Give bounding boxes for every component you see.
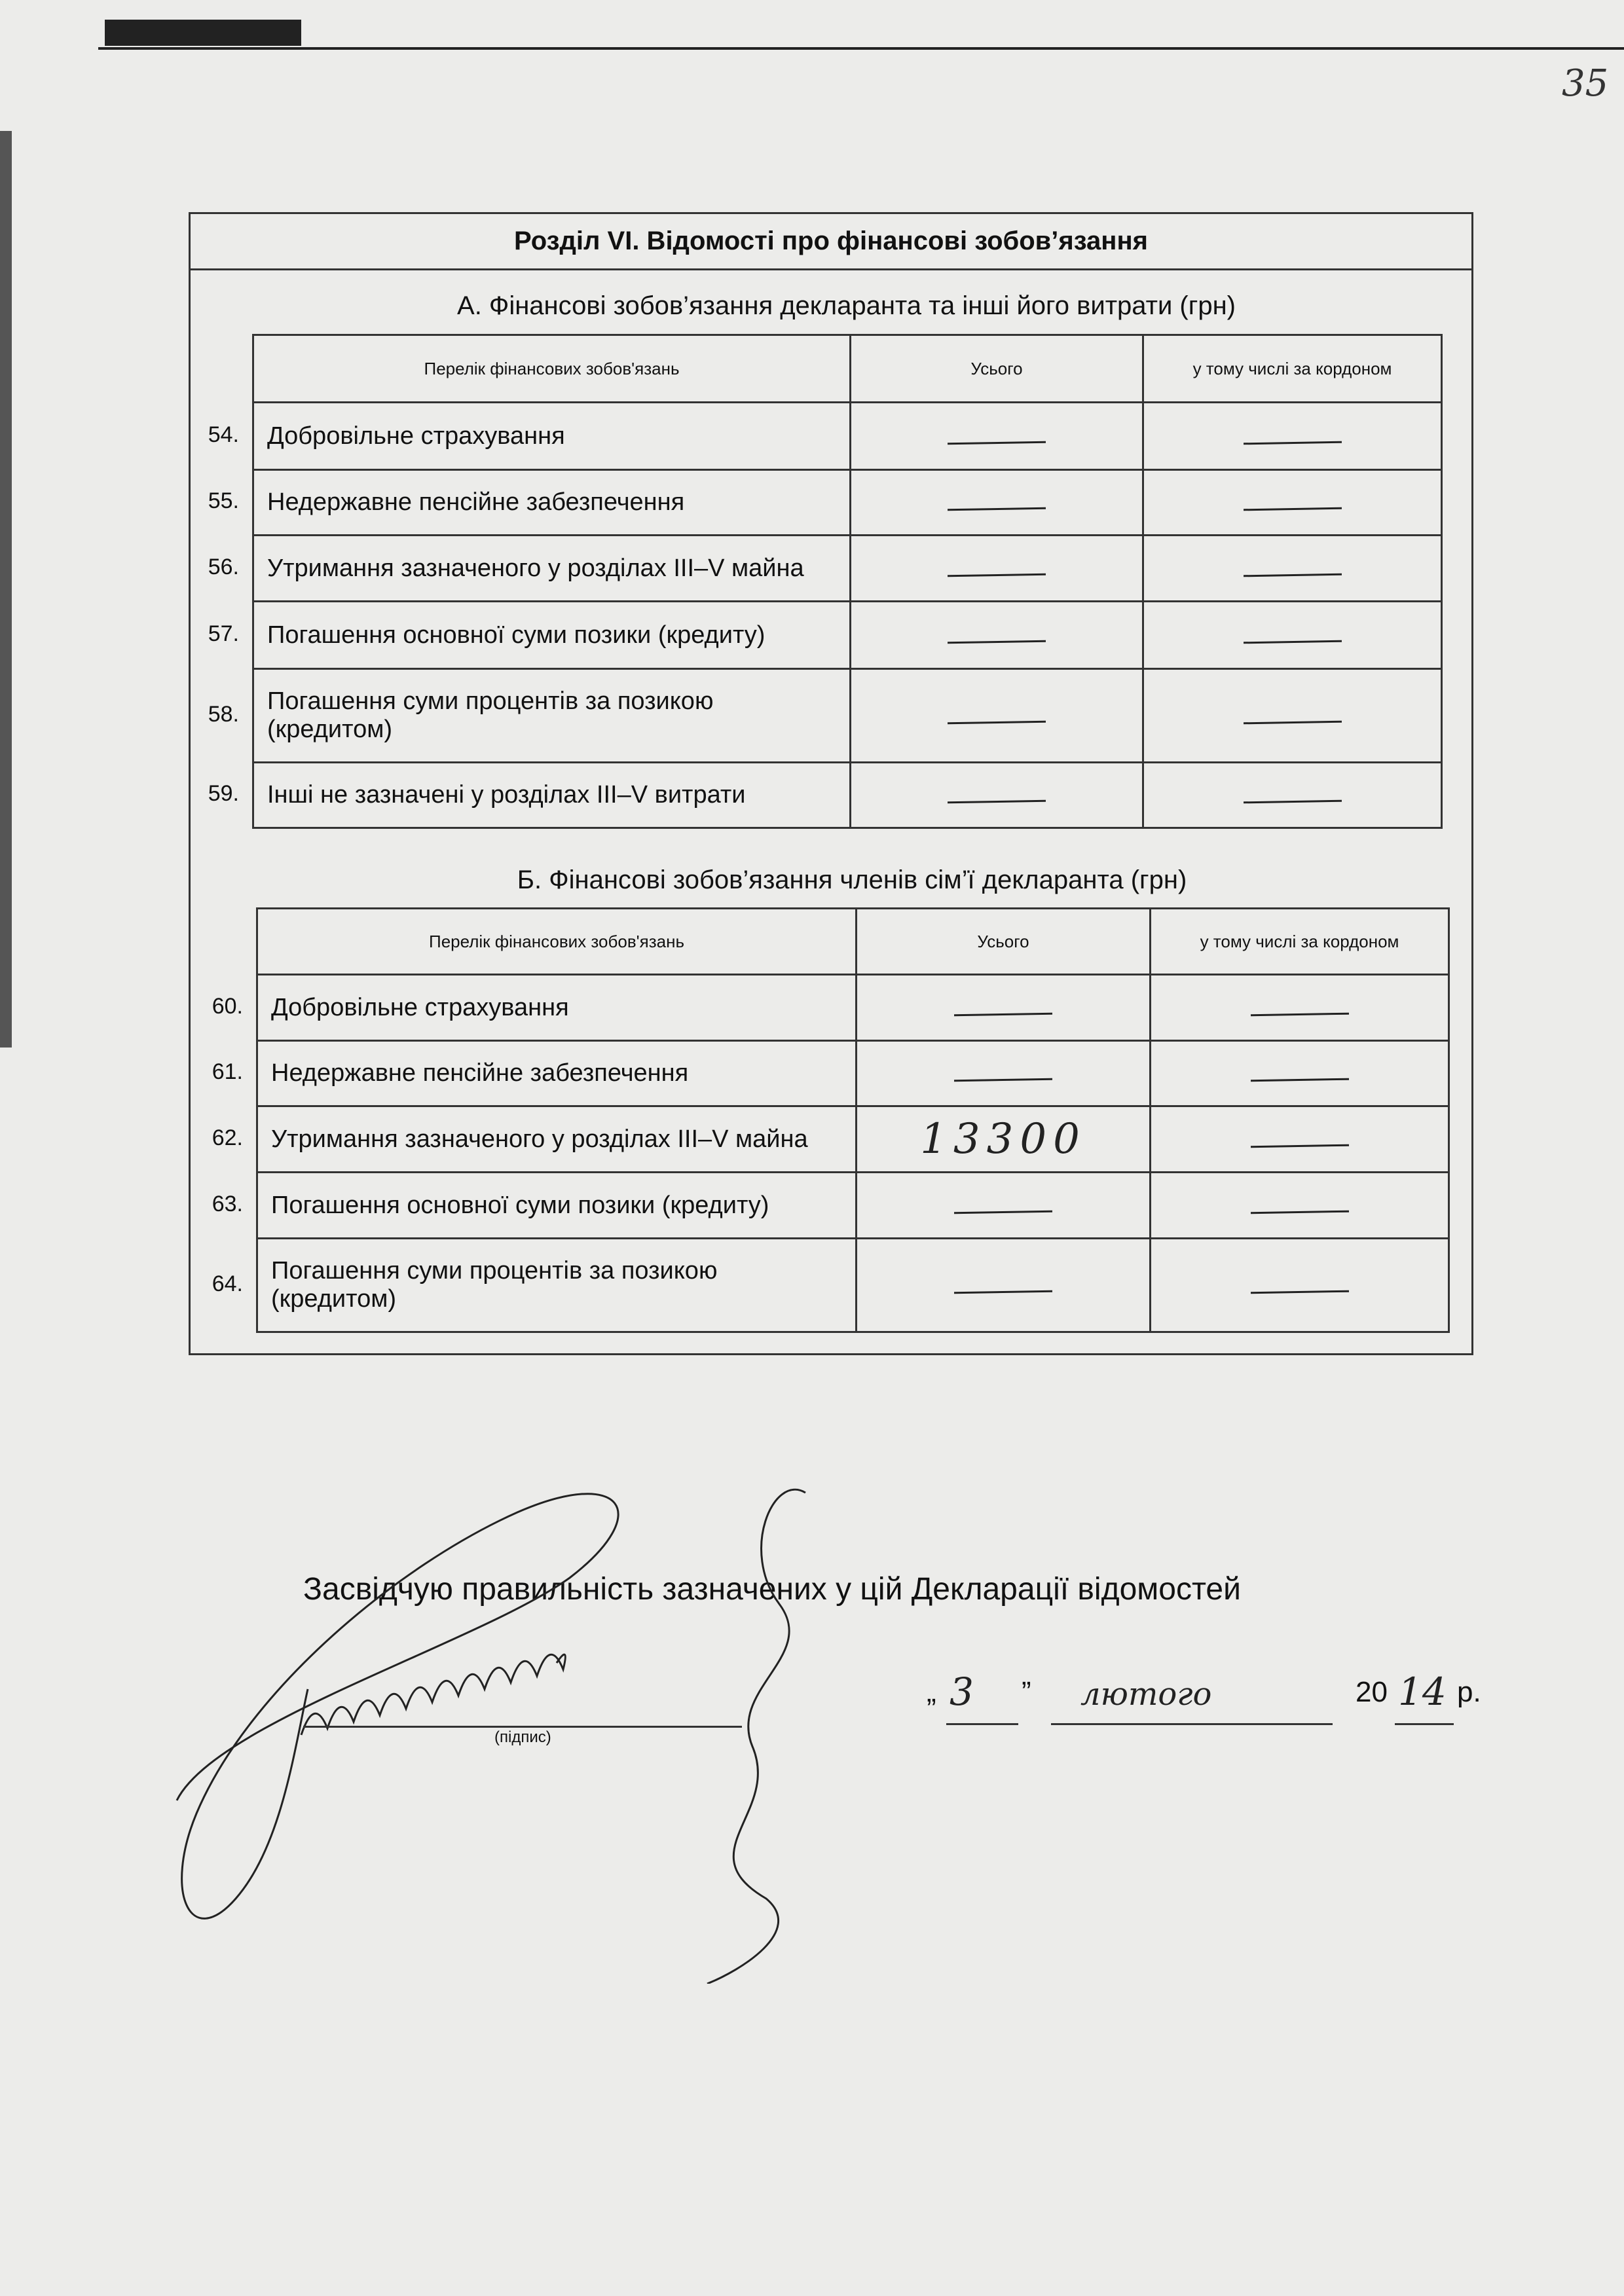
dash-mark bbox=[954, 1210, 1052, 1214]
cell-total bbox=[857, 1106, 1151, 1173]
table-row bbox=[253, 669, 1442, 763]
dash-mark bbox=[948, 507, 1046, 511]
date-day: 3 bbox=[950, 1669, 974, 1714]
row-label: Погашення суми процентів за позикою (кредитом) bbox=[253, 669, 851, 763]
date-year-abbr: р. bbox=[1457, 1676, 1481, 1708]
table-row bbox=[257, 1239, 1449, 1332]
row-number: 55. bbox=[208, 488, 239, 513]
table-row bbox=[257, 1106, 1449, 1173]
month-line bbox=[1051, 1723, 1333, 1725]
table-header bbox=[257, 909, 1449, 975]
dash-mark bbox=[1243, 800, 1341, 804]
row-label: Недержавне пенсійне забезпечення bbox=[253, 470, 851, 536]
cell-total bbox=[851, 470, 1143, 536]
date-month: лютого bbox=[1080, 1676, 1212, 1713]
row-number: 64. bbox=[212, 1271, 243, 1296]
cell-abroad bbox=[1151, 1239, 1449, 1332]
table-row bbox=[253, 763, 1442, 828]
table-row bbox=[257, 1173, 1449, 1239]
table-row bbox=[257, 1041, 1449, 1106]
cell-abroad bbox=[1143, 602, 1442, 669]
row-number: 61. bbox=[212, 1059, 243, 1084]
row-label: Погашення основної суми позики (кредиту) bbox=[257, 1173, 857, 1239]
table-row bbox=[257, 975, 1449, 1041]
dash-mark bbox=[1243, 573, 1341, 577]
row-label: Недержавне пенсійне забезпечення bbox=[257, 1041, 857, 1106]
dash-mark bbox=[954, 1290, 1052, 1294]
cell-abroad bbox=[1151, 1173, 1449, 1239]
dash-mark bbox=[1243, 441, 1341, 445]
date-open-quote: „ bbox=[927, 1676, 936, 1708]
signature-line bbox=[303, 1726, 742, 1728]
row-number: 57. bbox=[208, 621, 239, 646]
dash-mark bbox=[948, 573, 1046, 577]
row-label: Утримання зазначеного у розділах III–V майна bbox=[257, 1106, 857, 1173]
cell-total bbox=[857, 1239, 1151, 1332]
cell-total bbox=[857, 1173, 1151, 1239]
dash-mark bbox=[1250, 1144, 1348, 1148]
part-a-heading: А. Фінансові зобов’язання декларанта та інші його витрати (грн) bbox=[457, 291, 1236, 320]
dash-mark bbox=[1250, 1210, 1348, 1214]
part-b-heading: Б. Фінансові зобов’язання членів сім’ї декларанта (грн) bbox=[517, 866, 1187, 894]
page-number: 35 bbox=[1562, 62, 1609, 105]
cell-abroad bbox=[1151, 1106, 1449, 1173]
scan-shadow bbox=[0, 131, 12, 1048]
table-row bbox=[253, 536, 1442, 602]
cell-total bbox=[851, 602, 1143, 669]
table-row bbox=[253, 602, 1442, 669]
row-number: 63. bbox=[212, 1191, 243, 1216]
row-number: 62. bbox=[212, 1125, 243, 1150]
dash-mark bbox=[1243, 640, 1341, 644]
cell-abroad bbox=[1143, 470, 1442, 536]
cell-total bbox=[851, 763, 1143, 828]
row-label: Утримання зазначеного у розділах III–V майна bbox=[253, 536, 851, 602]
table-row bbox=[253, 470, 1442, 536]
dash-mark bbox=[948, 441, 1046, 445]
scan-artifact bbox=[105, 20, 301, 46]
cell-total bbox=[851, 669, 1143, 763]
cell-total bbox=[857, 975, 1151, 1041]
dash-mark bbox=[1250, 1078, 1348, 1082]
dash-mark bbox=[954, 1078, 1052, 1082]
header-list: Перелік фінансових зобов'язань bbox=[257, 909, 857, 975]
row-label: Інші не зазначені у розділах III–V витрати bbox=[253, 763, 851, 828]
date-close-quote: ” bbox=[1022, 1676, 1031, 1708]
date-year-prefix: 20 bbox=[1356, 1676, 1388, 1708]
row-number: 58. bbox=[208, 701, 239, 727]
row-number: 54. bbox=[208, 422, 239, 447]
header-abroad: у тому числі за кордоном bbox=[1143, 335, 1442, 403]
cell-abroad bbox=[1143, 536, 1442, 602]
row-number: 56. bbox=[208, 554, 239, 579]
cell-total bbox=[851, 403, 1143, 470]
signature-label: (підпис) bbox=[494, 1728, 551, 1746]
dash-mark bbox=[1250, 1012, 1348, 1016]
year-line bbox=[1395, 1723, 1454, 1725]
handwritten-value: 13300 bbox=[920, 1115, 1086, 1163]
header-total: Усього bbox=[851, 335, 1143, 403]
scan-edge bbox=[98, 26, 1624, 50]
dash-mark bbox=[948, 640, 1046, 644]
part-b-table bbox=[256, 907, 1450, 1333]
row-number: 60. bbox=[212, 993, 243, 1019]
dash-mark bbox=[1243, 507, 1341, 511]
row-label: Погашення суми процентів за позикою (кредитом) bbox=[257, 1239, 857, 1332]
day-line bbox=[946, 1723, 1018, 1725]
section-title: Розділ VI. Відомості про фінансові зобов’язання bbox=[191, 214, 1471, 270]
dash-mark bbox=[1243, 720, 1341, 724]
date-year-suffix: 14 bbox=[1398, 1669, 1447, 1714]
header-abroad: у тому числі за кордоном bbox=[1151, 909, 1449, 975]
attestation-text: Засвідчую правильність зазначених у цій Декларації відомостей bbox=[303, 1572, 1241, 1607]
cell-abroad bbox=[1143, 763, 1442, 828]
cell-abroad bbox=[1143, 669, 1442, 763]
dash-mark bbox=[948, 800, 1046, 804]
row-number: 59. bbox=[208, 781, 239, 806]
dash-mark bbox=[954, 1012, 1052, 1016]
dash-mark bbox=[948, 720, 1046, 724]
table-header bbox=[253, 335, 1442, 403]
row-label: Добровільне страхування bbox=[257, 975, 857, 1041]
cell-abroad bbox=[1143, 403, 1442, 470]
cell-abroad bbox=[1151, 975, 1449, 1041]
cell-total bbox=[857, 1041, 1151, 1106]
row-label: Добровільне страхування bbox=[253, 403, 851, 470]
header-list: Перелік фінансових зобов'язань bbox=[253, 335, 851, 403]
cell-abroad bbox=[1151, 1041, 1449, 1106]
table-row bbox=[253, 403, 1442, 470]
part-a-table bbox=[252, 334, 1443, 829]
row-label: Погашення основної суми позики (кредиту) bbox=[253, 602, 851, 669]
cell-total bbox=[851, 536, 1143, 602]
header-total: Усього bbox=[857, 909, 1151, 975]
dash-mark bbox=[1250, 1290, 1348, 1294]
